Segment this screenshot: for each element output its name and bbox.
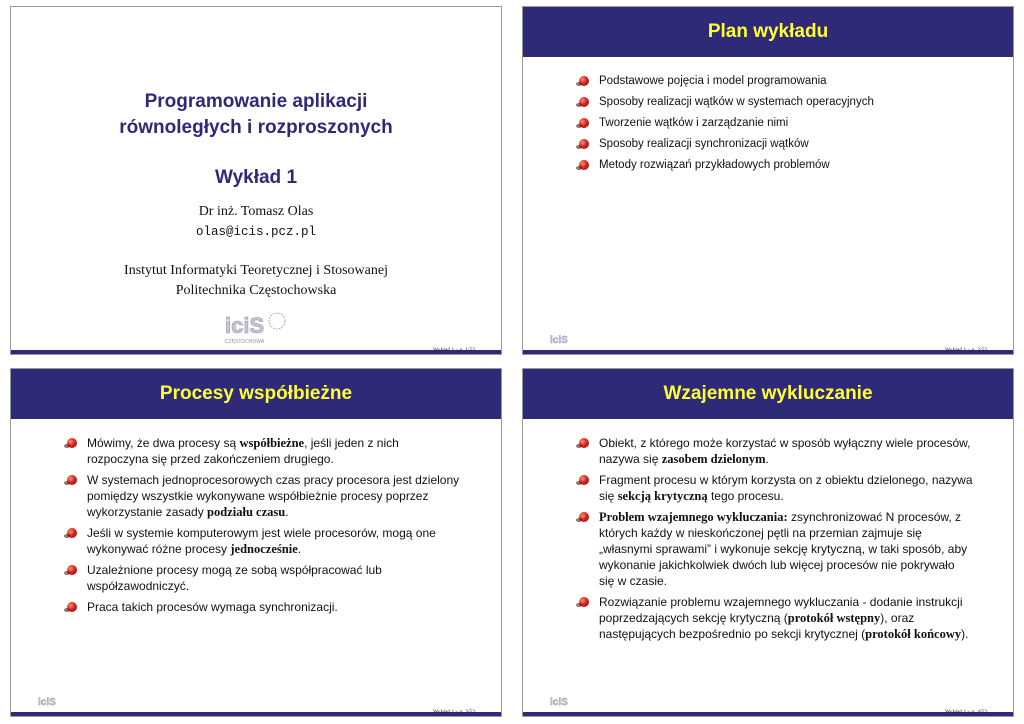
svg-text:iciS: iciS: [225, 313, 265, 338]
bullet-icon: [67, 475, 77, 485]
page-indicator: Wykład 1 – p. 1/52: [433, 347, 475, 353]
list-item: Mówimy, że dwa procesy są współbieżne, jeśli jeden z nich rozpoczyna się przed zakończeniem drugiego.: [67, 435, 461, 467]
bullet-icon: [67, 438, 77, 448]
list-item: Uzależnione procesy mogą ze sobą współpracować lub współzawodniczyć.: [67, 562, 461, 594]
icis-small-logo-icon: [549, 330, 575, 348]
page-indicator: Wykład 1 – p. 3/52: [433, 709, 475, 715]
slide-concurrent-processes: [10, 368, 502, 717]
svg-text:iciS: iciS: [550, 335, 568, 346]
list-item: Tworzenie wątków i zarządzanie nimi: [579, 115, 973, 131]
logo-caption: CZĘSTOCHOWA: [225, 339, 265, 345]
plan-list: [579, 73, 973, 178]
list-item: Metody rozwiązań przykładowych problemów: [579, 157, 973, 173]
lecture-number: Wykład 1: [214, 167, 298, 188]
page-indicator: Wykład 1 – p. 2/52: [945, 347, 987, 353]
bullet-icon: [579, 76, 589, 86]
footer-bar: [523, 350, 1013, 354]
icis-logo-icon: [221, 307, 293, 347]
icis-small-logo-icon: [549, 692, 575, 710]
bullet-icon: [579, 118, 589, 128]
bullet-icon: [579, 160, 589, 170]
mutex-list: [579, 435, 973, 647]
page-indicator: Wykład 1 – p. 4/52: [945, 709, 987, 715]
bullet-icon: [579, 597, 589, 607]
bullet-icon: [579, 475, 589, 485]
list-item: Podstawowe pojęcia i model programowania: [579, 73, 973, 89]
list-item: W systemach jednoprocesorowych czas pracy procesora jest dzielony pomiędzy wszystkie wykonywane współbieżnie procesy poprzez wykorzystanie zasady podziału czasu.: [67, 472, 461, 520]
footer-bar: [11, 712, 501, 716]
slide-title-band: Procesy współbieżne: [11, 369, 501, 419]
bullet-icon: [579, 97, 589, 107]
list-item: Rozwiązanie problemu wzajemnego wykluczania - dodanie instrukcji poprzedzających sekcję krytyczną (protokół wstępny), oraz następujących bezpośrednio po sekcji krytycznej (protokół końcowy).: [579, 594, 973, 642]
list-item: Sposoby realizacji synchronizacji wątków: [579, 136, 973, 152]
author-email: olas@icis.pcz.pl: [195, 225, 317, 239]
footer-bar: [11, 350, 501, 354]
slide-title: [10, 6, 502, 355]
svg-text:iciS: iciS: [38, 697, 56, 708]
slide-title-band: Wzajemne wykluczanie: [523, 369, 1013, 419]
bullet-icon: [579, 438, 589, 448]
slide-title-band: Plan wykładu: [523, 7, 1013, 57]
svg-text:iciS: iciS: [550, 697, 568, 708]
bullet-icon: [67, 602, 77, 612]
icis-small-logo-icon: [37, 692, 63, 710]
list-item: Fragment procesu w którym korzysta on z obiektu dzielonego, nazywa się sekcją krytyczną tego procesu.: [579, 472, 973, 504]
list-item: Jeśli w systemie komputerowym jest wiele procesorów, mogą one wykonywać różne procesy jednocześnie.: [67, 525, 461, 557]
concurrent-list: [67, 435, 461, 620]
list-item: Obiekt, z którego może korzystać w sposób wyłączny wiele procesów, nazywa się zasobem dzielonym.: [579, 435, 973, 467]
bullet-icon: [579, 512, 589, 522]
footer-bar: [523, 712, 1013, 716]
presentation-title: Programowanie aplikacji równoległych i rozproszonych: [119, 91, 393, 138]
author-name: Dr inż. Tomasz Olas: [198, 204, 314, 219]
slide-plan: [522, 6, 1014, 355]
list-item: Sposoby realizacji wątków w systemach operacyjnych: [579, 94, 973, 110]
bullet-icon: [579, 139, 589, 149]
bullet-icon: [67, 565, 77, 575]
slide-mutual-exclusion: [522, 368, 1014, 717]
list-item: Praca takich procesów wymaga synchronizacji.: [67, 599, 461, 615]
bullet-icon: [67, 528, 77, 538]
list-item: Problem wzajemnego wykluczania: zsynchronizować N procesów, z których każdy w nieskończonej pętli na przemian zajmuje się „własnymi sprawami” i wykonuje sekcję krytyczną, w taki sposób, aby wykonanie jakichkolwiek dwóch lub więcej procesów nie pokrywało się w czasie.: [579, 509, 973, 589]
institution: Instytut Informatyki Teoretycznej i Stosowanej Politechnika Częstochowska: [124, 263, 388, 298]
